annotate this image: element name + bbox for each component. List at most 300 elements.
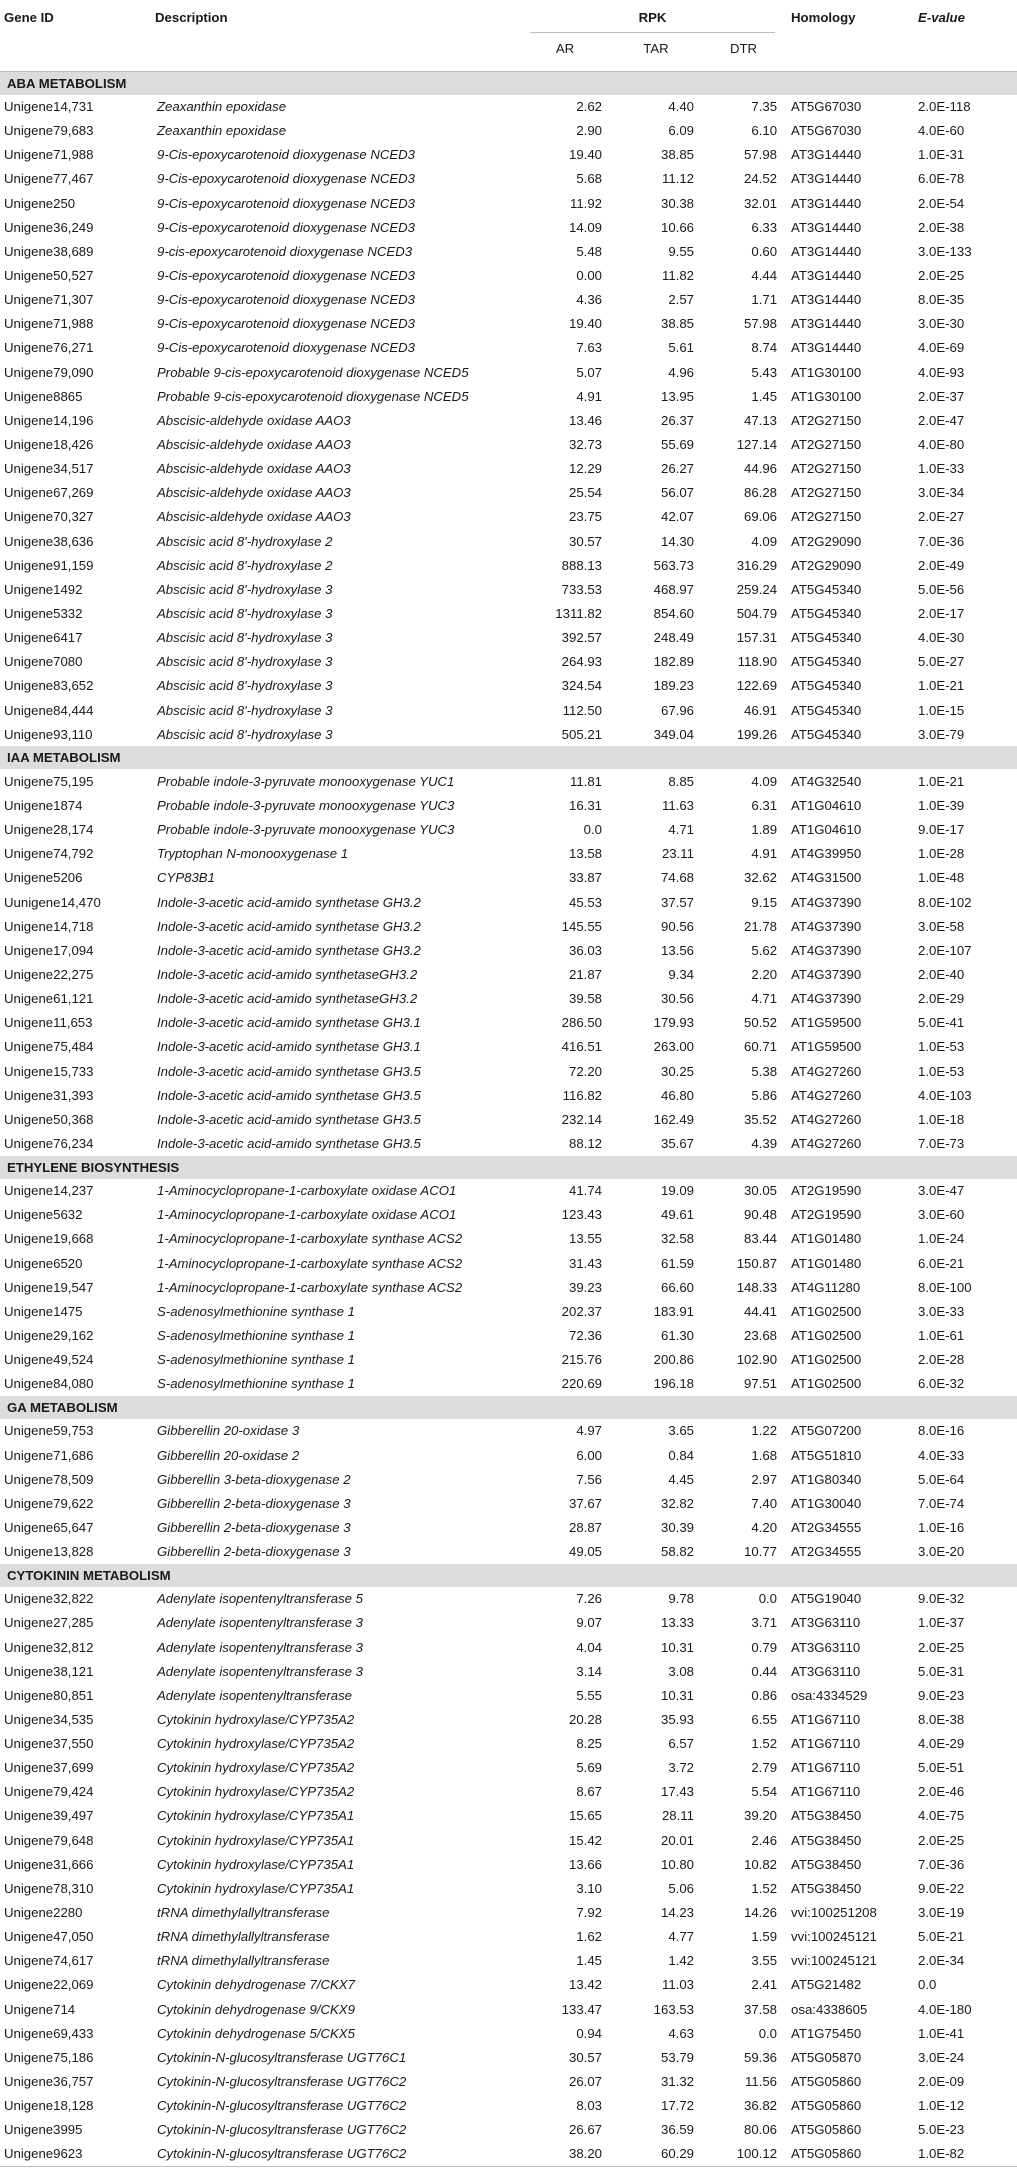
tar-value-cell: 55.69 bbox=[660, 437, 694, 453]
table-row bbox=[0, 1203, 1017, 1227]
dtr-value-cell: 14.26 bbox=[744, 1905, 778, 1921]
ar-value-cell: 4.91 bbox=[576, 388, 602, 404]
ar-value-cell: 123.43 bbox=[561, 1207, 602, 1223]
gene-id-cell: Unigene1492 bbox=[4, 581, 83, 597]
description-cell: Cytokinin dehydrogenase 9/CKX9 bbox=[157, 2001, 355, 2017]
gene-id-cell: Unigene14,731 bbox=[4, 99, 94, 115]
table-row bbox=[0, 626, 1017, 650]
evalue-cell: 3.0E-20 bbox=[918, 1544, 965, 1560]
gene-id-cell: Unigene14,237 bbox=[4, 1183, 94, 1199]
description-cell: 9-Cis-epoxycarotenoid dioxygenase NCED3 bbox=[157, 147, 416, 163]
gene-id-cell: Unigene76,271 bbox=[4, 340, 94, 356]
homology-cell: AT3G63110 bbox=[791, 1615, 861, 1631]
gene-id-cell: Unigene34,535 bbox=[4, 1711, 94, 1727]
ar-value-cell: 3.10 bbox=[576, 1880, 602, 1896]
gene-id-cell: Unigene8865 bbox=[4, 388, 83, 404]
homology-cell: AT1G59500 bbox=[791, 1039, 862, 1055]
dtr-value-cell: 6.31 bbox=[751, 798, 778, 813]
evalue-cell: 7.0E-36 bbox=[918, 1856, 965, 1872]
description-cell: Gibberellin 2-beta-dioxygenase 3 bbox=[157, 1495, 351, 1511]
description-cell: 9-Cis-epoxycarotenoid dioxygenase NCED3 bbox=[157, 340, 416, 356]
dtr-value-cell: 30.05 bbox=[744, 1183, 778, 1199]
dtr-value-cell: 44.96 bbox=[744, 461, 778, 477]
description-cell: 9-Cis-epoxycarotenoid dioxygenase NCED3 bbox=[157, 316, 416, 332]
description-cell: Gibberellin 3-beta-dioxygenase 2 bbox=[157, 1471, 351, 1487]
table-row bbox=[0, 95, 1017, 119]
homology-cell: AT1G30040 bbox=[791, 1495, 862, 1511]
ar-value-cell: 39.58 bbox=[568, 991, 602, 1007]
evalue-cell: 1.0E-16 bbox=[918, 1519, 965, 1535]
gene-id-cell: Unigene18,128 bbox=[4, 2098, 94, 2114]
gene-id-cell: Unigene250 bbox=[4, 195, 76, 211]
ar-value-cell: 2.90 bbox=[576, 123, 602, 139]
description-cell: Cytokinin hydroxylase/CYP735A1 bbox=[157, 1856, 355, 1872]
homology-cell: AT3G14440 bbox=[791, 171, 862, 187]
evalue-cell: 4.0E-60 bbox=[918, 123, 965, 139]
homology-cell: AT5G05860 bbox=[791, 2098, 862, 2114]
dtr-value-cell: 32.01 bbox=[744, 195, 778, 211]
evalue-cell: 4.0E-80 bbox=[918, 437, 965, 453]
gene-id-cell: Unigene84,080 bbox=[4, 1376, 94, 1392]
tar-value-cell: 13.33 bbox=[660, 1615, 694, 1631]
gene-id-cell: Unigene71,307 bbox=[4, 292, 94, 308]
tar-value-cell: 4.63 bbox=[668, 2025, 694, 2041]
tar-value-cell: 196.18 bbox=[653, 1376, 694, 1392]
table-row bbox=[0, 1299, 1017, 1323]
tar-value-cell: 468.97 bbox=[653, 581, 694, 597]
dtr-value-cell: 4.91 bbox=[751, 846, 778, 862]
homology-cell: AT1G04610 bbox=[791, 822, 862, 838]
ar-value-cell: 11.92 bbox=[569, 195, 602, 211]
evalue-cell: 1.0E-21 bbox=[918, 773, 965, 789]
evalue-cell: 1.0E-12 bbox=[918, 2098, 965, 2114]
homology-cell: AT5G67030 bbox=[791, 123, 862, 139]
table-row bbox=[0, 432, 1017, 456]
table-row bbox=[0, 650, 1017, 674]
dtr-value-cell: 150.87 bbox=[736, 1255, 778, 1271]
tar-value-cell: 32.58 bbox=[660, 1231, 694, 1247]
ar-value-cell: 25.54 bbox=[568, 485, 602, 501]
tar-value-cell: 32.82 bbox=[660, 1495, 694, 1511]
evalue-cell: 1.0E-48 bbox=[918, 870, 965, 886]
section-title: ABA METABOLISM bbox=[0, 71, 1017, 95]
header-spacer bbox=[155, 36, 520, 71]
description-cell: 9-Cis-epoxycarotenoid dioxygenase NCED3 bbox=[157, 195, 416, 211]
ar-value-cell: 324.54 bbox=[561, 678, 602, 694]
description-cell: Indole-3-acetic acid-amido synthetase GH3.5 bbox=[157, 1135, 421, 1151]
homology-cell: AT2G27150 bbox=[791, 437, 862, 453]
homology-cell: AT5G38450 bbox=[791, 1808, 862, 1824]
table-row bbox=[0, 793, 1017, 817]
ar-value-cell: 13.46 bbox=[568, 412, 602, 428]
table-row bbox=[0, 119, 1017, 143]
description-cell: Abscisic acid 8′-hydroxylase 2 bbox=[157, 557, 333, 573]
homology-cell: AT1G67110 bbox=[791, 1784, 861, 1800]
description-cell: 9-Cis-epoxycarotenoid dioxygenase NCED3 bbox=[157, 292, 416, 308]
tar-value-cell: 854.60 bbox=[653, 606, 694, 622]
gene-id-cell: Uunigene14,470 bbox=[4, 894, 101, 910]
ar-value-cell: 33.87 bbox=[568, 870, 602, 886]
tar-value-cell: 4.71 bbox=[668, 822, 694, 838]
tar-value-cell: 14.30 bbox=[660, 533, 694, 549]
tar-value-cell: 182.89 bbox=[653, 654, 694, 670]
homology-cell: AT2G27150 bbox=[791, 461, 862, 477]
description-cell: Abscisic acid 8′-hydroxylase 3 bbox=[157, 702, 333, 718]
ar-value-cell: 41.74 bbox=[568, 1183, 602, 1199]
description-cell: 1-Aminocyclopropane-1-carboxylate oxidase ACO1 bbox=[157, 1207, 457, 1223]
homology-cell: AT4G27260 bbox=[791, 1111, 862, 1127]
evalue-cell: 2.0E-29 bbox=[918, 991, 965, 1007]
header-ar: AR bbox=[555, 41, 575, 56]
dtr-value-cell: 2.46 bbox=[751, 1832, 778, 1848]
evalue-cell: 4.0E-180 bbox=[918, 2001, 972, 2017]
ar-value-cell: 14.09 bbox=[568, 219, 602, 235]
ar-value-cell: 7.56 bbox=[576, 1471, 602, 1487]
ar-value-cell: 7.92 bbox=[576, 1905, 602, 1921]
table-row bbox=[0, 2069, 1017, 2093]
dtr-value-cell: 0.79 bbox=[751, 1639, 778, 1655]
homology-cell: AT2G34555 bbox=[791, 1519, 862, 1535]
description-cell: Cytokinin hydroxylase/CYP735A1 bbox=[157, 1880, 355, 1896]
evalue-cell: 1.0E-61 bbox=[918, 1327, 965, 1343]
ar-value-cell: 72.20 bbox=[568, 1063, 602, 1079]
table-row bbox=[0, 312, 1017, 336]
evalue-cell: 2.0E-34 bbox=[918, 1953, 965, 1969]
tar-value-cell: 38.85 bbox=[660, 316, 694, 332]
ar-value-cell: 286.50 bbox=[561, 1015, 602, 1031]
dtr-value-cell: 86.28 bbox=[744, 485, 778, 501]
homology-cell: AT2G34555 bbox=[791, 1544, 862, 1560]
tar-value-cell: 263.00 bbox=[653, 1039, 694, 1055]
description-cell: Cytokinin-N-glucosyltransferase UGT76C2 bbox=[155, 2142, 520, 2167]
evalue-cell: 1.0E-39 bbox=[918, 798, 965, 813]
table-row bbox=[0, 1635, 1017, 1659]
section-header-row bbox=[0, 1396, 1017, 1419]
evalue-cell: 2.0E-38 bbox=[918, 219, 965, 235]
table-row bbox=[0, 263, 1017, 287]
dtr-value-cell: 1.52 bbox=[751, 1736, 778, 1752]
ar-value-cell: 49.05 bbox=[568, 1544, 602, 1560]
evalue-cell: 2.0E-27 bbox=[918, 509, 965, 525]
tar-value-cell: 9.55 bbox=[668, 243, 694, 259]
evalue-cell: 8.0E-38 bbox=[918, 1711, 965, 1727]
evalue-cell: 2.0E-118 bbox=[918, 99, 971, 115]
dtr-value-cell: 9.15 bbox=[751, 894, 778, 910]
table-row bbox=[0, 1179, 1017, 1203]
tar-value-cell: 61.30 bbox=[660, 1327, 694, 1343]
table-row bbox=[0, 1540, 1017, 1564]
dtr-value-cell: 46.91 bbox=[744, 702, 778, 718]
homology-cell: AT2G29090 bbox=[791, 557, 862, 573]
tar-value-cell: 30.38 bbox=[660, 195, 694, 211]
ar-value-cell: 1.62 bbox=[576, 1929, 602, 1945]
table-row bbox=[0, 408, 1017, 432]
gene-id-cell: Unigene13,828 bbox=[4, 1544, 94, 1560]
gene-id-cell: Unigene27,285 bbox=[4, 1615, 94, 1631]
dtr-value-cell: 6.10 bbox=[751, 123, 778, 139]
evalue-cell: 9.0E-23 bbox=[918, 1687, 965, 1703]
description-cell: Indole-3-acetic acid-amido synthetaseGH3.2 bbox=[157, 966, 418, 982]
dtr-value-cell: 127.14 bbox=[736, 437, 778, 453]
homology-cell: AT4G37390 bbox=[791, 966, 862, 982]
dtr-value-cell: 5.62 bbox=[751, 942, 778, 958]
evalue-cell: 2.0E-47 bbox=[918, 412, 965, 428]
dtr-value-cell: 5.38 bbox=[751, 1063, 778, 1079]
homology-cell: AT1G67110 bbox=[791, 1760, 861, 1776]
description-cell: 1-Aminocyclopropane-1-carboxylate synthase ACS2 bbox=[157, 1279, 463, 1295]
tar-value-cell: 4.45 bbox=[668, 1471, 694, 1487]
homology-cell: AT3G63110 bbox=[791, 1639, 861, 1655]
gene-id-cell: Unigene75,186 bbox=[4, 2049, 94, 2065]
homology-cell: AT5G51810 bbox=[791, 1447, 862, 1463]
gene-id-cell: Unigene5332 bbox=[4, 606, 83, 622]
gene-id-cell: Unigene9623 bbox=[0, 2142, 155, 2167]
evalue-cell: 1.0E-31 bbox=[918, 147, 965, 163]
homology-cell: AT2G27150 bbox=[791, 412, 862, 428]
tar-value-cell: 11.12 bbox=[661, 171, 694, 187]
tar-value-cell: 61.59 bbox=[660, 1255, 694, 1271]
tar-value-cell: 183.91 bbox=[653, 1303, 694, 1319]
tar-value-cell: 11.63 bbox=[661, 798, 694, 813]
homology-cell: AT5G45340 bbox=[791, 726, 862, 742]
section-header-row bbox=[0, 1564, 1017, 1587]
gene-id-cell: Unigene49,524 bbox=[4, 1352, 94, 1368]
description-cell: Abscisic acid 8′-hydroxylase 2 bbox=[157, 533, 333, 549]
description-cell: Indole-3-acetic acid-amido synthetase GH3.5 bbox=[157, 1087, 421, 1103]
table-row bbox=[0, 553, 1017, 577]
table-row bbox=[0, 1275, 1017, 1299]
tar-value-cell: 26.37 bbox=[660, 412, 694, 428]
description-cell: Abscisic-aldehyde oxidase AAO3 bbox=[157, 509, 351, 525]
gene-id-cell: Unigene32,812 bbox=[4, 1639, 94, 1655]
homology-cell: vvi:100245121 bbox=[791, 1929, 877, 1945]
tar-value-cell: 10.80 bbox=[660, 1856, 694, 1872]
evalue-cell: 8.0E-100 bbox=[918, 1279, 972, 1295]
table-row bbox=[0, 1756, 1017, 1780]
description-cell: Adenylate isopentenyltransferase bbox=[157, 1687, 353, 1703]
dtr-value-cell: 0.0 bbox=[758, 1591, 778, 1607]
gene-id-cell: Unigene70,327 bbox=[4, 509, 94, 525]
gene-id-cell: Unigene11,653 bbox=[4, 1015, 93, 1031]
ar-value-cell: 88.12 bbox=[568, 1135, 602, 1151]
homology-cell: AT4G37390 bbox=[791, 918, 862, 934]
homology-cell: AT3G14440 bbox=[791, 219, 862, 235]
description-cell: tRNA dimethylallyltransferase bbox=[157, 1905, 330, 1921]
dtr-value-cell: 0.44 bbox=[751, 1663, 778, 1679]
gene-id-cell: Unigene50,527 bbox=[4, 268, 94, 284]
gene-id-cell: Unigene93,110 bbox=[4, 726, 93, 742]
gene-id-cell: Unigene37,550 bbox=[4, 1736, 94, 1752]
evalue-cell: 1.0E-15 bbox=[918, 702, 965, 718]
ar-value-cell: 16.31 bbox=[568, 798, 602, 813]
ar-value-cell: 37.67 bbox=[568, 1495, 602, 1511]
tar-value-cell: 9.34 bbox=[668, 966, 694, 982]
table-row bbox=[0, 1419, 1017, 1443]
table-row bbox=[0, 1828, 1017, 1852]
table-row bbox=[0, 1659, 1017, 1683]
table-row bbox=[0, 505, 1017, 529]
table-row bbox=[0, 1683, 1017, 1707]
description-cell: Indole-3-acetic acid-amido synthetaseGH3.2 bbox=[157, 991, 418, 1007]
gene-id-cell: Unigene77,467 bbox=[4, 171, 94, 187]
homology-cell: AT5G45340 bbox=[791, 678, 862, 694]
evalue-cell: 3.0E-133 bbox=[918, 243, 972, 259]
description-cell: Abscisic acid 8′-hydroxylase 3 bbox=[157, 654, 333, 670]
ar-value-cell: 145.55 bbox=[561, 918, 602, 934]
ar-value-cell: 112.50 bbox=[562, 702, 602, 718]
description-cell: Gibberellin 2-beta-dioxygenase 3 bbox=[157, 1519, 351, 1535]
gene-id-cell: Unigene3995 bbox=[4, 2122, 83, 2138]
dtr-value-cell: 24.52 bbox=[744, 171, 778, 187]
gene-id-cell: Unigene74,617 bbox=[4, 1953, 94, 1969]
ar-value-cell: 220.69 bbox=[561, 1376, 602, 1392]
description-cell: Abscisic-aldehyde oxidase AAO3 bbox=[157, 437, 351, 453]
table-row bbox=[0, 2045, 1017, 2069]
header-spacer bbox=[785, 36, 918, 71]
dtr-value-cell: 57.98 bbox=[744, 316, 778, 332]
homology-cell: AT1G02500 bbox=[791, 1327, 862, 1343]
tar-value-cell: 66.60 bbox=[660, 1279, 694, 1295]
homology-cell: AT4G37390 bbox=[791, 942, 862, 958]
dtr-value-cell: 1.89 bbox=[751, 822, 778, 838]
gene-id-cell: Unigene71,988 bbox=[4, 147, 94, 163]
dtr-value-cell: 39.20 bbox=[744, 1808, 778, 1824]
tar-value-cell: 10.66 bbox=[660, 219, 694, 235]
tar-value-cell: 42.07 bbox=[660, 509, 694, 525]
dtr-value-cell: 6.55 bbox=[751, 1711, 778, 1727]
homology-cell: AT5G45340 bbox=[791, 606, 862, 622]
table-row bbox=[0, 1804, 1017, 1828]
description-cell: Cytokinin hydroxylase/CYP735A1 bbox=[157, 1808, 355, 1824]
homology-cell: AT2G29090 bbox=[791, 533, 862, 549]
table-row bbox=[0, 866, 1017, 890]
header-description: Description bbox=[155, 10, 228, 25]
homology-cell: AT1G02500 bbox=[791, 1303, 862, 1319]
dtr-value-cell: 3.71 bbox=[751, 1615, 778, 1631]
tar-value-cell: 60.29 bbox=[610, 2142, 702, 2167]
description-cell: Adenylate isopentenyltransferase 5 bbox=[157, 1591, 364, 1607]
homology-cell: AT1G80340 bbox=[791, 1471, 862, 1487]
table-row bbox=[0, 529, 1017, 553]
gene-id-cell: Unigene38,121 bbox=[4, 1663, 94, 1679]
gene-id-cell: Unigene22,069 bbox=[4, 1977, 94, 1993]
tar-value-cell: 163.53 bbox=[653, 2001, 694, 2017]
table-row bbox=[0, 1491, 1017, 1515]
table-row bbox=[0, 191, 1017, 215]
evalue-cell: 1.0E-24 bbox=[918, 1231, 965, 1247]
dtr-value-cell: 7.40 bbox=[751, 1495, 778, 1511]
evalue-cell: 8.0E-35 bbox=[918, 292, 965, 308]
tar-value-cell: 74.68 bbox=[660, 870, 694, 886]
dtr-value-cell: 148.33 bbox=[736, 1279, 778, 1295]
ar-value-cell: 5.69 bbox=[576, 1760, 602, 1776]
section-title: CYTOKININ METABOLISM bbox=[0, 1564, 1017, 1587]
dtr-value-cell: 10.77 bbox=[744, 1544, 778, 1560]
gene-id-cell: Unigene34,517 bbox=[4, 461, 94, 477]
dtr-value-cell: 5.43 bbox=[751, 364, 778, 380]
homology-cell: AT5G38450 bbox=[791, 1880, 862, 1896]
description-cell: S-adenosylmethionine synthase 1 bbox=[157, 1352, 355, 1368]
ar-value-cell: 0.0 bbox=[583, 822, 602, 838]
description-cell: tRNA dimethylallyltransferase bbox=[157, 1953, 330, 1969]
dtr-value-cell: 80.06 bbox=[744, 2122, 778, 2138]
ar-value-cell: 19.40 bbox=[568, 147, 602, 163]
table-row bbox=[0, 577, 1017, 601]
evalue-cell: 7.0E-36 bbox=[918, 533, 965, 549]
homology-cell: vvi:100251208 bbox=[791, 1905, 877, 1921]
dtr-value-cell: 10.82 bbox=[744, 1856, 778, 1872]
dtr-value-cell: 21.78 bbox=[744, 918, 778, 934]
dtr-value-cell: 4.09 bbox=[751, 533, 778, 549]
section-title: IAA METABOLISM bbox=[0, 746, 1017, 769]
table-row bbox=[0, 143, 1017, 167]
evalue-cell: 1.0E-28 bbox=[918, 846, 965, 862]
ar-value-cell: 505.21 bbox=[561, 726, 602, 742]
dtr-value-cell: 11.56 bbox=[745, 2074, 778, 2090]
homology-cell: AT1G01480 bbox=[791, 1231, 862, 1247]
gene-id-cell: Unigene29,162 bbox=[4, 1327, 94, 1343]
table-row bbox=[0, 1467, 1017, 1491]
table-row bbox=[0, 1251, 1017, 1275]
gene-id-cell: Unigene79,090 bbox=[4, 364, 94, 380]
tar-value-cell: 67.96 bbox=[660, 702, 694, 718]
tar-value-cell: 189.23 bbox=[653, 678, 694, 694]
ar-value-cell: 13.55 bbox=[568, 1231, 602, 1247]
table-row bbox=[0, 288, 1017, 312]
evalue-cell: 5.0E-56 bbox=[918, 581, 965, 597]
evalue-cell: 3.0E-47 bbox=[918, 1183, 965, 1199]
evalue-cell: 2.0E-28 bbox=[918, 1352, 965, 1368]
dtr-value-cell: 1.68 bbox=[751, 1447, 778, 1463]
description-cell: S-adenosylmethionine synthase 1 bbox=[157, 1327, 355, 1343]
table-row bbox=[0, 1587, 1017, 1611]
table-row bbox=[0, 2118, 1017, 2142]
tar-value-cell: 0.84 bbox=[668, 1447, 694, 1463]
gene-id-cell: Unigene38,636 bbox=[4, 533, 94, 549]
tar-value-cell: 35.93 bbox=[660, 1711, 694, 1727]
homology-cell: AT3G14440 bbox=[791, 268, 862, 284]
table-header bbox=[0, 0, 1017, 71]
table-row bbox=[0, 1107, 1017, 1131]
homology-cell: AT2G19590 bbox=[791, 1207, 862, 1223]
tar-value-cell: 30.25 bbox=[660, 1063, 694, 1079]
homology-cell: AT5G38450 bbox=[791, 1856, 862, 1872]
dtr-value-cell: 35.52 bbox=[744, 1111, 778, 1127]
description-cell: Cytokinin hydroxylase/CYP735A2 bbox=[157, 1760, 355, 1776]
header-spacer bbox=[0, 36, 155, 71]
gene-id-cell: Unigene32,822 bbox=[4, 1591, 94, 1607]
ar-value-cell: 11.81 bbox=[569, 773, 602, 789]
table-row bbox=[0, 1997, 1017, 2021]
tar-value-cell: 3.08 bbox=[668, 1663, 694, 1679]
evalue-cell: 7.0E-74 bbox=[918, 1495, 965, 1511]
ar-value-cell: 39.23 bbox=[568, 1279, 602, 1295]
homology-cell: AT5G07200 bbox=[791, 1423, 862, 1439]
tar-value-cell: 30.56 bbox=[660, 991, 694, 1007]
evalue-cell: 2.0E-54 bbox=[918, 195, 965, 211]
description-cell: Indole-3-acetic acid-amido synthetase GH3.5 bbox=[157, 1063, 421, 1079]
table-body bbox=[0, 71, 1017, 2167]
homology-cell: AT1G67110 bbox=[791, 1736, 861, 1752]
dtr-value-cell: 4.71 bbox=[751, 991, 778, 1007]
evalue-cell: 8.0E-16 bbox=[918, 1423, 965, 1439]
table-row bbox=[0, 457, 1017, 481]
evalue-cell: 5.0E-21 bbox=[918, 1929, 965, 1945]
evalue-cell: 3.0E-60 bbox=[918, 1207, 965, 1223]
tar-value-cell: 3.65 bbox=[668, 1423, 694, 1439]
gene-id-cell: Unigene69,433 bbox=[4, 2025, 94, 2041]
evalue-cell: 3.0E-33 bbox=[918, 1303, 965, 1319]
